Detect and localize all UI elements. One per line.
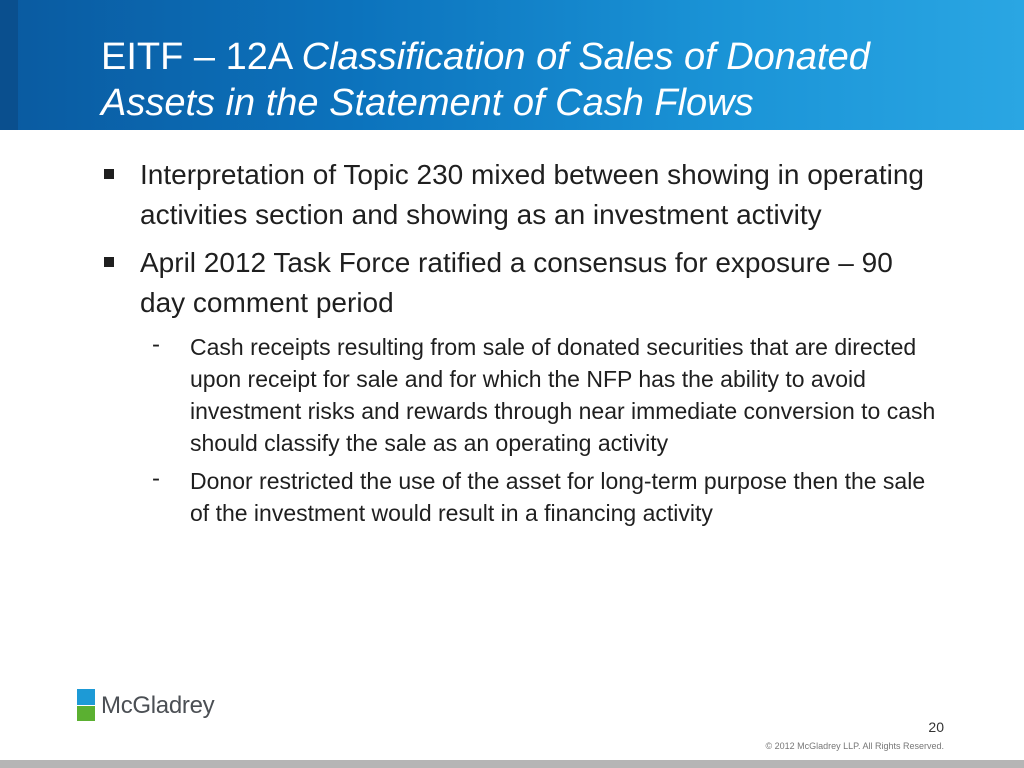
copyright-notice: © 2012 McGladrey LLP. All Rights Reserved. (765, 741, 944, 751)
bullet-text: April 2012 Task Force ratified a consensus for exposure – 90 day comment period (140, 247, 893, 318)
sub-bullet-text: Cash receipts resulting from sale of donated securities that are directed upon receipt for sale and for which the NFP has the ability to avoid investment risks and rewards through near immediate conversion to cash should classify the sale as an operating activity (190, 334, 936, 456)
slide-title-italic: Classification of Sales of Donated Assets in the Statement of Cash Flows (101, 36, 870, 124)
bullet-item (100, 155, 940, 235)
logo-text: McGladrey (101, 692, 215, 719)
sub-bullet-item (100, 465, 940, 529)
sub-bullet-text: Donor restricted the use of the asset for long-term purpose then the sale of the investment would result in a financing activity (190, 468, 926, 526)
dash-bullet-icon: - (152, 465, 160, 492)
bullet-text: Interpretation of Topic 230 mixed between showing in operating activities section and showing as an investment activity (140, 159, 924, 230)
square-bullet-icon (104, 257, 114, 267)
page-number: 20 (928, 719, 944, 735)
mcgladrey-logo-icon (77, 689, 95, 721)
footer-bar (0, 760, 1024, 768)
bullet-item (100, 243, 940, 323)
title-banner (0, 0, 1024, 130)
sub-bullet-item (100, 331, 940, 459)
slide-title (101, 34, 981, 126)
slide-body (100, 155, 940, 535)
slide-title-prefix: EITF – 12A (101, 36, 302, 78)
square-bullet-icon (104, 169, 114, 179)
dash-bullet-icon: - (152, 331, 160, 358)
banner-stripe (0, 0, 18, 130)
